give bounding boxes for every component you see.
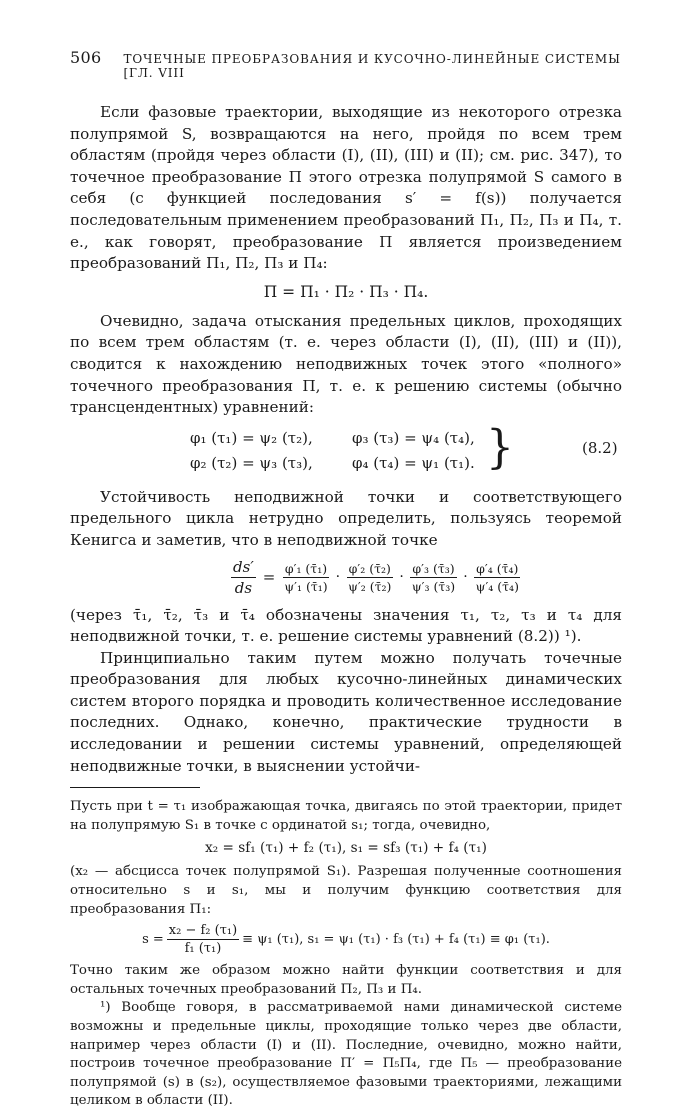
equation-number: (8.2) — [582, 438, 618, 457]
denominator: ψ′₄ (τ̄₄) — [475, 578, 519, 594]
numerator: ds′ — [233, 557, 254, 576]
multiply-dot: · — [463, 569, 468, 585]
numerator: φ′₂ (τ̄₂) — [348, 560, 391, 576]
page-number: 506 — [70, 48, 102, 67]
numerator: φ′₃ (τ̄₃) — [412, 560, 455, 576]
formula-rest: ≡ ψ₁ (τ₁), s₁ = ψ₁ (τ₁) · f₃ (τ₁) + f₄ (τ₁) ≡ φ₁ (τ₁). — [242, 932, 550, 948]
paragraph-1: Если фазовые траектории, выходящие из некоторого отрезка полупрямой S, возвращаются на него, пройдя по всем трем областям (пройдя через области (I), (II), (III) и (II); см. рис. 347), то точечное преобразование П этого отрезка полупрямой S самого в себя (с функцией последования s′ = f(s)) получается последовательным применением преобразований П₁, П₂, П₃ и П₄, т. е., как говорят, преобразование П является произведением преобразований П₁, П₂, П₃ и П₄: — [70, 103, 622, 273]
paragraph-2: Очевидно, задача отыскания предельных циклов, проходящих по всем трем областям (т. е. через области (I), (II), (III) и (II)), сводится к нахождению неподвижных точек этого «полного» точечного преобразования П, т. е. к решению системы (обычно трансцендентных) уравнений: — [70, 311, 622, 417]
page — [70, 48, 622, 1111]
equation-system-8-2 — [70, 420, 622, 479]
footnote-1: ¹) Вообще говоря, в рассматриваемой нами динамической системе возможны и предельные циклы, проходящие только через две области, например через области (I) и (II). Последние, очевидно, можно найти, построив точечное преобразование П′ = П₅П₄, где П₅ — преобразование полупрямой (s) в (s₂), осуществляемое фазовыми траекториями, лежащими целиком в области (II). — [70, 1000, 622, 1109]
equals-sign: = — [262, 568, 276, 586]
equation: φ₃ (τ₃) = ψ₄ (τ₄), — [352, 428, 475, 447]
fraction-4 — [474, 561, 521, 594]
denominator: ds — [234, 578, 253, 597]
footnote-divider — [70, 787, 200, 788]
equation: φ₂ (τ₂) = ψ₃ (τ₃), — [190, 453, 313, 472]
multiply-dot: · — [335, 569, 341, 585]
system-row-2 — [190, 454, 475, 472]
multiply-dot: · — [399, 569, 404, 585]
footnote-paragraph-2: (x₂ — абсцисса точек полупрямой S₁). Разрешая полученные соотношения относительно s и s₁, мы и получим функцию соответствия для преобразования П₁: — [70, 864, 622, 917]
numerator: x₂ − f₂ (τ₁) — [168, 923, 238, 939]
numerator: φ′₁ (τ̄₁) — [284, 560, 328, 576]
denominator: ψ′₃ (τ̄₃) — [411, 578, 456, 594]
paragraph-3: Устойчивость неподвижной точки и соответствующего предельного цикла нетрудно определить, пользуясь теоремой Кенигса и заметив, что в неподвижной точке — [70, 487, 622, 549]
footnote-formula-1: x₂ = sf₁ (τ₁) + f₂ (τ₁), s₁ = sf₃ (τ₁) + f₄ (τ₁) — [205, 840, 487, 857]
right-brace: } — [486, 420, 514, 474]
fraction — [167, 923, 239, 956]
denominator: ψ′₂ (τ̄₂) — [348, 578, 392, 594]
correspondence-formula — [70, 923, 622, 956]
footnote-paragraph-3: Точно таким же образом можно найти функции соответствия и для остальных точечных преобразований П₂, П₃ и П₄. — [70, 963, 622, 997]
running-title: ТОЧЕЧНЫЕ ПРЕОБРАЗОВАНИЯ И КУСОЧНО-ЛИНЕЙНЫЕ СИСТЕМЫ [ГЛ. VIII — [123, 52, 621, 80]
product-formula: П = П₁ · П₂ · П₃ · П₄. — [263, 282, 429, 301]
equation: φ₁ (τ₁) = ψ₂ (τ₂), — [190, 428, 313, 447]
running-header — [70, 48, 622, 80]
denominator: ψ′₁ (τ̄₁) — [284, 578, 328, 594]
numerator: φ′₄ (τ̄₄) — [476, 560, 519, 576]
paragraph-5: Принципиально таким путем можно получать точечные преобразования для любых кусочно-линейных динамических систем второго порядка и проводить количественное исследование последних. Однако, конечно, практические трудности в исследовании и решении системы уравнений, определяющей неподвижные точки, в выяснении устойчи- — [70, 648, 622, 775]
stability-formula — [130, 558, 622, 597]
footnote-paragraph-1: Пусть при t = τ₁ изображающая точка, двигаясь по этой траектории, придет на полупрямую S₁ в точке с ординатой s₁; тогда, очевидно, — [70, 799, 622, 833]
paragraph-4: (через τ̄₁, τ̄₂, τ̄₃ и τ̄₄ обозначены значения τ₁, τ₂, τ₃ и τ₄ для неподвижной точки, т. е. решение системы уравнений (8.2)) ¹). — [70, 605, 622, 646]
fraction-1 — [282, 561, 329, 594]
denominator: f₁ (τ₁) — [184, 941, 222, 957]
fraction-lhs — [231, 558, 256, 597]
system-row-1 — [190, 429, 475, 447]
fraction-2 — [346, 561, 393, 594]
equation: φ₄ (τ₄) = ψ₁ (τ₁). — [352, 453, 475, 472]
formula-lhs: s = — [142, 932, 164, 948]
footnotes — [70, 798, 622, 1111]
fraction-3 — [410, 561, 457, 594]
